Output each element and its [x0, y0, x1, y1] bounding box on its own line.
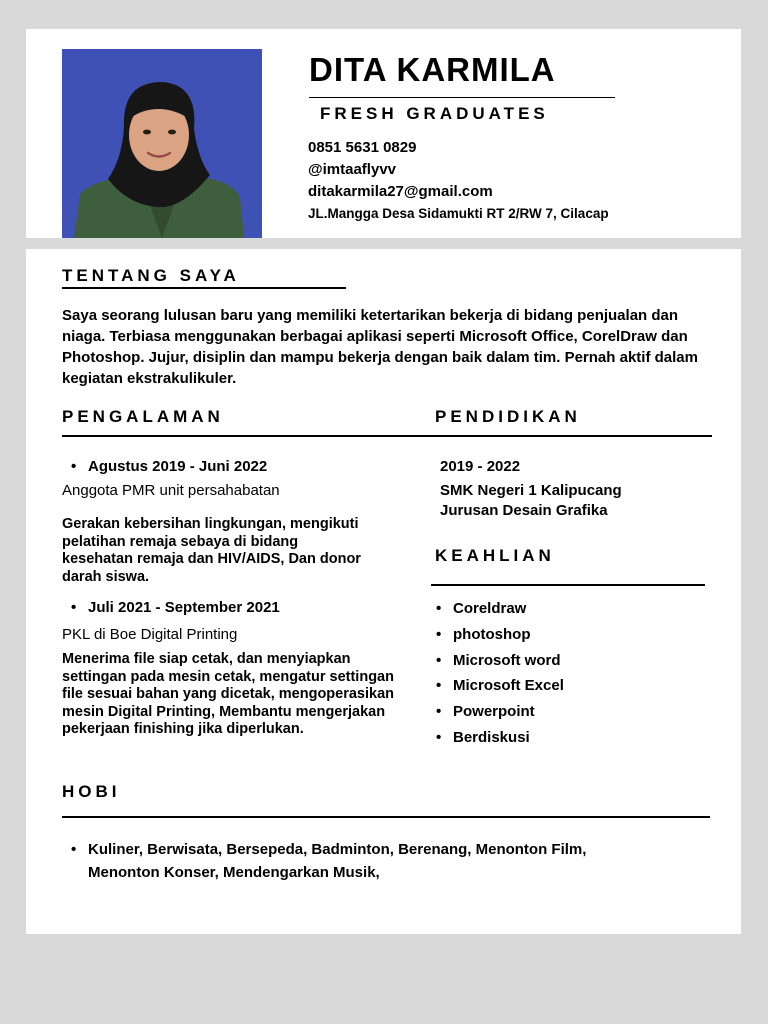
education-school: SMK Negeri 1 Kalipucang: [440, 482, 622, 499]
profile-photo-illustration: [62, 49, 262, 238]
experience-item-1-description: Gerakan kebersihan lingkungan, mengikuti pelatihan remaja sebaya di bidang kesehatan remaja dan HIV/AIDS, Dan donor darah siswa.: [62, 516, 361, 585]
contact-social: @imtaaflyvv: [308, 161, 397, 178]
header-card: [26, 29, 741, 238]
profile-photo: [62, 49, 262, 238]
skills-list: [427, 599, 564, 754]
hobbies-divider: [62, 816, 710, 818]
main-card: [26, 249, 741, 934]
experience-item-2-role: PKL di Boe Digital Printing: [62, 626, 238, 643]
education-major: Jurusan Desain Grafika: [440, 502, 608, 519]
experience-title: PENGALAMAN: [62, 407, 224, 426]
skill-item: • Powerpoint: [427, 702, 564, 728]
skill-item: • Microsoft Excel: [427, 676, 564, 702]
about-divider: [62, 287, 346, 289]
experience-item-2-description: Menerima file siap cetak, dan menyiapkan settingan pada mesin cetak, mengatur settingan file sesuai bahan yang dicetak, mengoperasikan mesin Digital Printing, Membantu mengerjakan pekerjaan finishing jika diperlukan.: [62, 651, 395, 737]
about-text: Saya seorang lulusan baru yang memiliki ketertarikan bekerja di bidang penjualan dan niaga. Terbiasa menggunakan berbagai aplikasi seperti Microsoft Office, CorelDraw dan Photoshop. Jujur, disiplin dan mampu bekerja dengan baik dalam tim. Pernah aktif dalam kegiatan ekstrakulikuler.: [62, 307, 698, 387]
skills-divider: [431, 584, 705, 586]
skills-title: KEAHLIAN: [435, 546, 555, 565]
skill-item: • Berdiskusi: [427, 728, 564, 754]
skill-item: • Microsoft word: [427, 651, 564, 677]
contact-phone: 0851 5631 0829: [308, 139, 417, 156]
contact-email: ditakarmila27@gmail.com: [308, 183, 493, 200]
hobbies-text: • Kuliner, Berwisata, Bersepeda, Badminton, Berenang, Menonton Film, Menonton Konser, Mendengarkan Musik,: [62, 838, 662, 884]
skill-item: • photoshop: [427, 625, 564, 651]
education-title: PENDIDIKAN: [435, 407, 581, 426]
experience-education-divider: [62, 435, 712, 437]
experience-item-2-period-list: [62, 599, 280, 616]
experience-item-1-role: Anggota PMR unit persahabatan: [62, 482, 280, 499]
hobbies-list: [62, 838, 662, 884]
hobbies-title: HOBI: [62, 782, 121, 801]
experience-item-2-period: • Juli 2021 - September 2021: [62, 599, 280, 616]
skill-item: • Coreldraw: [427, 599, 564, 625]
contact-address: JL.Mangga Desa Sidamukti RT 2/RW 7, Cilacap: [308, 206, 609, 221]
person-name: DITA KARMILA: [309, 51, 556, 88]
education-period: 2019 - 2022: [440, 458, 521, 475]
about-title: TENTANG SAYA: [62, 266, 240, 285]
experience-item-1-period: • Agustus 2019 - Juni 2022: [62, 458, 267, 475]
name-divider: [309, 97, 615, 98]
experience-item-1-period-list: [62, 458, 267, 475]
person-subtitle: FRESH GRADUATES: [320, 104, 549, 123]
